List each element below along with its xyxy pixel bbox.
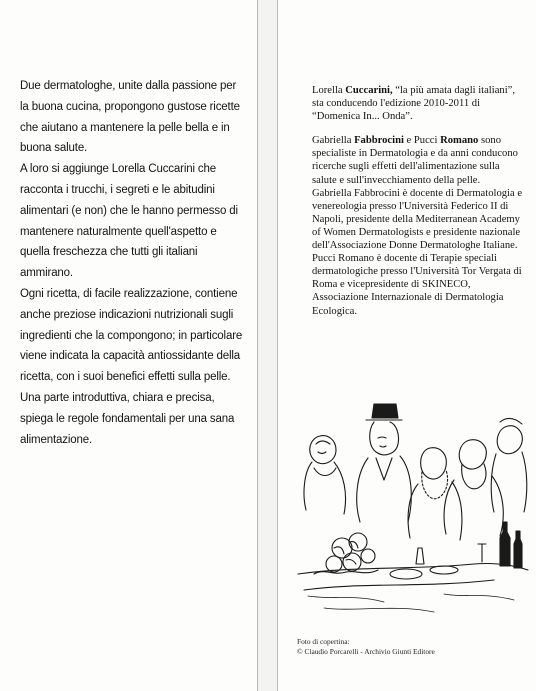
author-bios [312, 84, 524, 318]
left-flap [0, 0, 258, 691]
book-gutter [258, 0, 277, 691]
author-name: Fabbrocini [354, 135, 404, 147]
author-name: Romano [440, 135, 479, 147]
bio-fabbrocini: Gabriella Fabbrocini è docente di Dermatologia e venereologia presso l'Università Federico II di Napoli, presidente della Mediterranean Academy of Women Dermatologists e presidente nazionale dell'Associazione Donne Dermatologhe Italiane. [312, 187, 523, 252]
book-description [20, 76, 246, 450]
bio-cuccarini [312, 84, 524, 123]
description-paragraph: Una parte introduttiva, chiara e precisa, spiega le regole fondamentali per una sana alimentazione. [20, 391, 235, 446]
author-name: Cuccarini, [345, 85, 393, 96]
description-paragraph: Ogni ricetta, di facile realizzazione, contiene anche preziose indicazioni nutrizionali sugli ingredienti che la compongono; in particolare viene indicata la capacità antiossidante della ricetta, con i suoi benefici effetti sulla pelle. [20, 287, 243, 384]
credit-label: Foto di copertina: [297, 637, 350, 646]
credit-text: © Claudio Porcarelli - Archivio Giunti Editore [297, 646, 435, 656]
bio-authors [312, 134, 524, 186]
photo-credit [297, 637, 527, 656]
bio-text: “la più amata dagli italiani”, sta conducendo l'edizione 2010-2011 di “Domenica In... Onda”. [312, 85, 515, 123]
right-flap [277, 0, 536, 691]
banquet-illustration [294, 398, 530, 626]
bio-text: Gabriella [312, 135, 355, 147]
bio-text: sono specialiste in Dermatologia e da anni conducono ricerche sugli effetti dell'alimentazione sulla salute e sull'invecchiamento della pelle. [312, 135, 518, 186]
bio-text: e Pucci [403, 135, 441, 147]
description-paragraph: A loro si aggiunge Lorella Cuccarini che racconta i trucchi, i segreti e le abitudini alimentari (e non) che le hanno permesso di mantenere naturalmente quell'aspetto e quella freschezza che tutti gli italiani ammirano. [20, 163, 238, 280]
bio-text: Lorella [312, 85, 346, 96]
bio-romano: Pucci Romano è docente di Terapie speciali dermatologiche presso l'Università Tor Vergata di Roma e vicepresidente di SKINECO, Associazione Internazionale di Dermatologia Ecologica. [312, 253, 522, 317]
description-paragraph: Due dermatologhe, unite dalla passione per la buona cucina, propongono gustose ricette che aiutano a mantenere la pelle bella e in buona salute. [20, 80, 240, 155]
